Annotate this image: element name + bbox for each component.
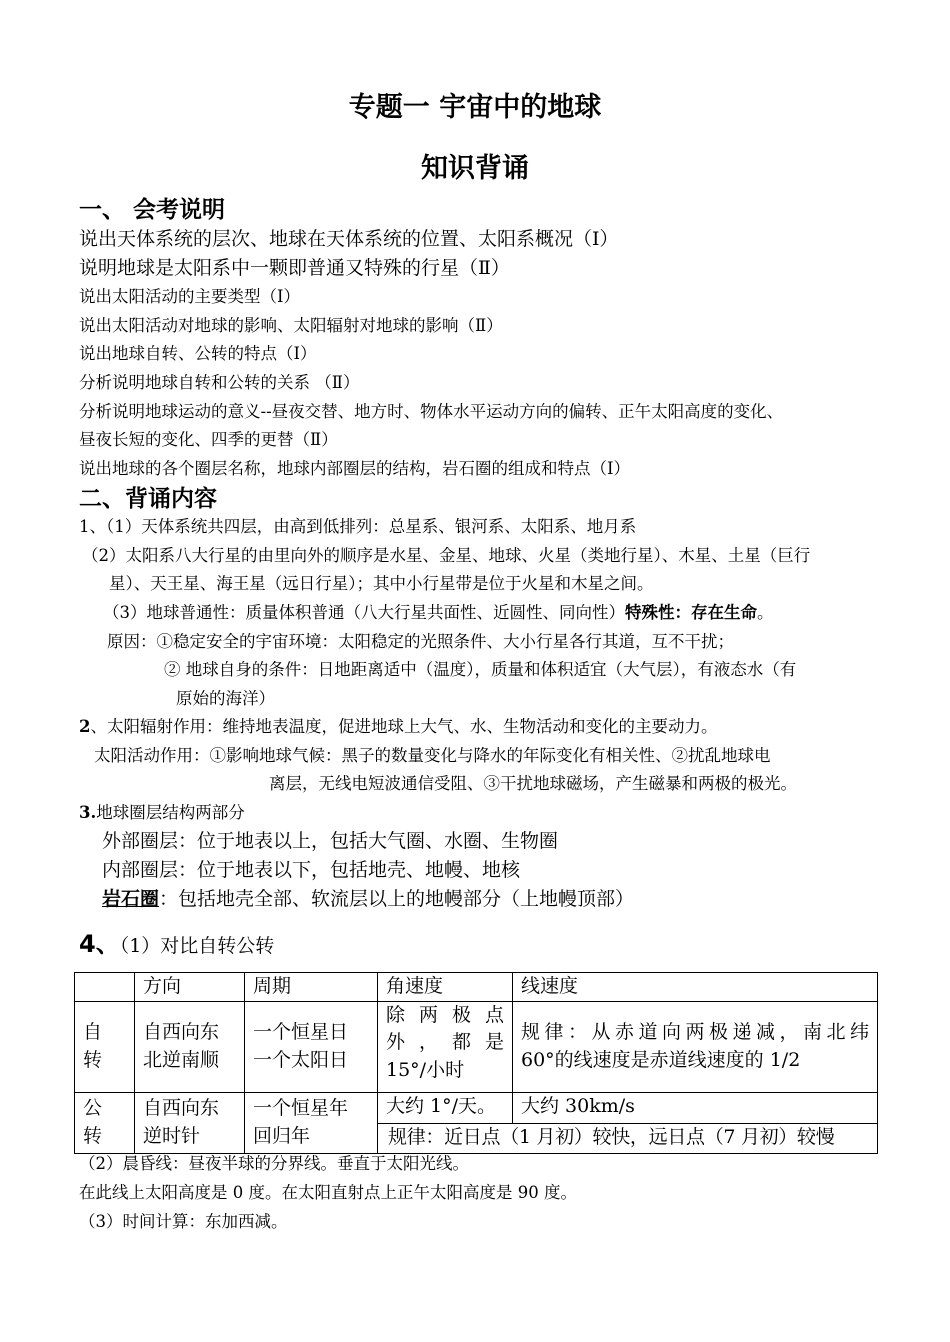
solar-activity-line1: 太阳活动作用：①影响地球气候：黑子的数量变化与降水的年际变化有相关性、②扰乱地球电 <box>94 746 771 765</box>
rotation-linear-speed <box>513 1001 878 1092</box>
outer-spheres: 外部圈层：位于地表以上，包括大气圈、水圈、生物圈 <box>102 830 559 852</box>
table-cell-line: 自西向东 <box>143 1021 220 1043</box>
exam-item: 分析说明地球自转和公转的关系 （Ⅱ） <box>79 373 360 392</box>
table-cell-line: 外 ， 都 是 <box>386 1031 504 1054</box>
reason-1: 原因：①稳定安全的宇宙环境：太阳稳定的光照条件、大小行星各行其道，互不干扰； <box>107 632 734 651</box>
revolution-rule: 规律：近日点（1 月初）较快，远日点（7 月初）较慢 <box>378 1123 878 1153</box>
table-header-cell: 线速度 <box>513 973 878 1002</box>
rotation-angular-speed <box>378 1001 513 1092</box>
table-cell-line: 一个太阳日 <box>253 1048 349 1071</box>
point-1: 1、（1）天体系统共四层，由高到低排列：总星系、银河系、太阳系、地月系 <box>79 517 637 536</box>
point-4-number: 2 <box>79 717 91 736</box>
table-cell-line: 一个恒星日 <box>253 1021 349 1043</box>
table-cell-line: 自 <box>83 1021 103 1043</box>
table-header-cell: 方向 <box>135 973 245 1002</box>
table-cell-line: 北逆南顺 <box>143 1048 220 1071</box>
point-6-text: （1）对比自转公转 <box>119 935 275 957</box>
table-cell-line: 规律：从赤道向两极递减，南北纬 <box>521 1021 869 1043</box>
table-cell-line: 15°/小时 <box>386 1058 465 1081</box>
section1-heading: 一、 会考说明 <box>79 197 226 223</box>
point-5-text: 地球圈层结构两部分 <box>96 803 245 822</box>
lithosphere-label: 岩石圈 <box>102 888 160 910</box>
table-row <box>75 1001 878 1092</box>
exam-item: 说出太阳活动的主要类型（Ⅰ） <box>79 287 301 306</box>
point-3 <box>103 603 774 623</box>
point-4 <box>79 717 717 737</box>
point-4-text: 、太阳辐射作用：维持地表温度，促进地球上大气、水、生物活动和变化的主要动力。 <box>90 717 718 736</box>
page-subtitle: 知识背诵 <box>421 153 529 184</box>
revolution-linear-speed: 大约 30km/s <box>513 1092 878 1123</box>
table-cell-line: 自西向东 <box>143 1097 220 1119</box>
point-5 <box>79 803 245 823</box>
table-cell-line: 60°的线速度是赤道线速度的 1/2 <box>521 1048 801 1071</box>
section2-heading: 二、背诵内容 <box>79 486 217 512</box>
exam-item: 分析说明地球运动的意义--昼夜交替、地方时、物体水平运动方向的偏转、正午太阳高度的变化、 <box>79 402 784 421</box>
table-cell-line: 转 <box>83 1048 103 1071</box>
exam-item: 说出地球的各个圈层名称，地球内部圈层的结构，岩石圈的组成和特点（Ⅰ） <box>79 459 631 478</box>
table-header-cell: 周期 <box>245 973 378 1002</box>
point-6 <box>79 930 274 959</box>
exam-item: 说出太阳活动对地球的影响、太阳辐射对地球的影响（Ⅱ） <box>79 316 503 335</box>
rotation-direction <box>135 1001 245 1092</box>
table-cell-line: 转 <box>83 1124 103 1147</box>
point-3-text: （3）地球普通性：质量体积普通（八大行星共面性、近圆性、同向性） <box>103 603 625 622</box>
point-5-number: 3. <box>79 803 97 822</box>
lithosphere <box>102 888 634 911</box>
rotation-label <box>75 1001 135 1092</box>
time-calc-line: （3）时间计算：东加西减。 <box>79 1212 288 1231</box>
revolution-label <box>75 1092 135 1153</box>
rotation-revolution-table <box>74 972 878 1154</box>
table-cell-line: 逆时针 <box>143 1124 201 1147</box>
exam-item: 说明地球是太阳系中一颗即普通又特殊的行星（Ⅱ） <box>79 257 510 279</box>
reason-2-line1: ② 地球自身的条件：日地距离适中（温度），质量和体积适宜（大气层），有液态水（有 <box>164 660 797 679</box>
table-header-cell <box>75 973 135 1002</box>
revolution-angular-speed: 大约 1°/天。 <box>378 1092 513 1123</box>
table-cell-line: 一个恒星年 <box>253 1097 349 1119</box>
table-row <box>75 1092 878 1123</box>
terminator-line: （2）晨昏线：昼夜半球的分界线。垂直于太阳光线。 <box>79 1154 469 1173</box>
point-3-special: 特殊性：存在生命 <box>625 603 757 622</box>
exam-item: 昼夜长短的变化、四季的更替（Ⅱ） <box>79 430 338 449</box>
table-cell-line: 除 两 极 点 <box>386 1003 504 1026</box>
table-cell-line: 回归年 <box>253 1124 311 1147</box>
point-2-line2: 星）、天王星、海王星（远日行星）；其中小行星带是位于火星和木星之间。 <box>109 574 654 593</box>
table-cell-line: 公 <box>83 1097 103 1119</box>
table-row <box>75 973 878 1002</box>
point-2-line1: （2）太阳系八大行星的由里向外的顺序是水星、金星、地球、火星（类地行星）、木星、土星（巨行 <box>82 546 811 565</box>
table-header-cell: 角速度 <box>378 973 513 1002</box>
inner-spheres: 内部圈层：位于地表以下，包括地壳、地幔、地核 <box>102 859 521 881</box>
point-3-end: 。 <box>757 603 774 622</box>
exam-item: 说出天体系统的层次、地球在天体系统的位置、太阳系概况（Ⅰ） <box>79 228 619 250</box>
solar-activity-line2: 离层，无线电短波通信受阻、③干扰地球磁场，产生磁暴和两极的极光。 <box>269 774 797 793</box>
lithosphere-text: ：包括地壳全部、软流层以上的地幔部分（上地幔顶部） <box>159 888 635 910</box>
exam-item: 说出地球自转、公转的特点（Ⅰ） <box>79 344 317 363</box>
sun-altitude-line: 在此线上太阳高度是 0 度。在太阳直射点上正午太阳高度是 90 度。 <box>79 1183 577 1202</box>
revolution-period <box>245 1092 378 1153</box>
rotation-period <box>245 1001 378 1092</box>
reason-2-line2: 原始的海洋） <box>176 689 275 708</box>
revolution-direction <box>135 1092 245 1153</box>
page-title: 专题一 宇宙中的地球 <box>348 92 602 123</box>
point-6-number: 4、 <box>79 930 120 958</box>
